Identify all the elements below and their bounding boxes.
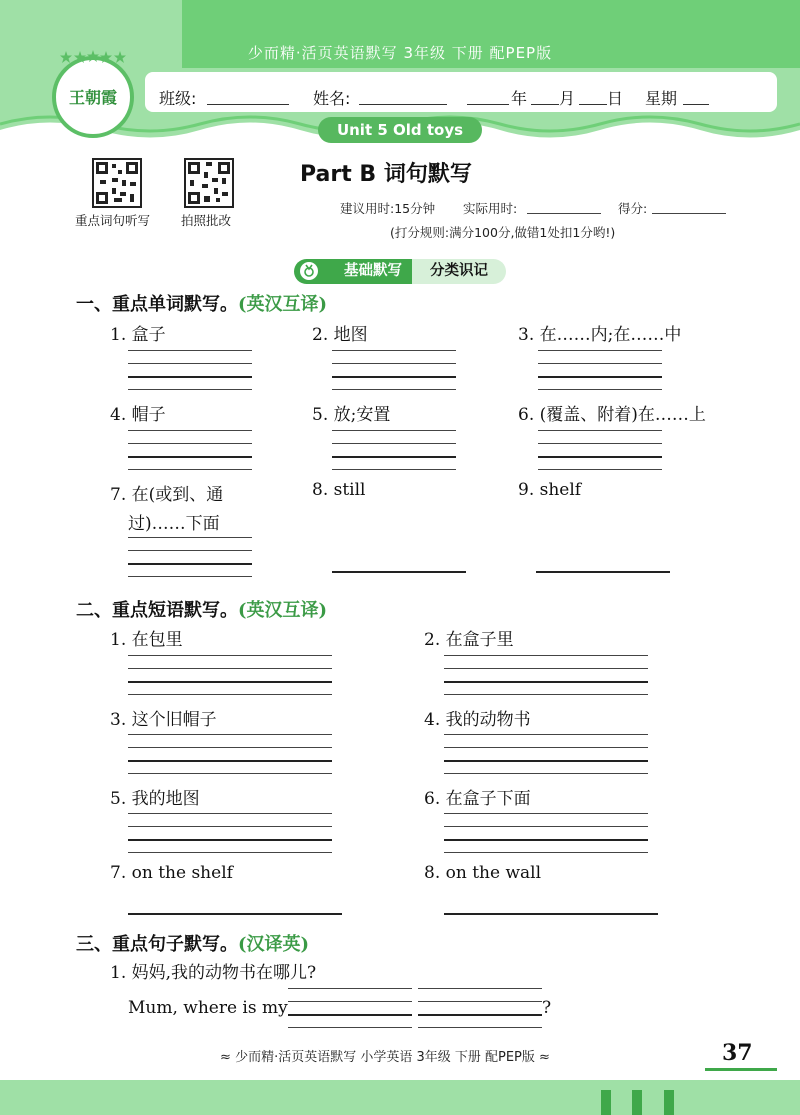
score-label: 得分: <box>618 201 648 216</box>
q1-item-8: 8. still <box>312 480 366 500</box>
logo-stars-icon <box>60 50 126 66</box>
q2-item-2: 2. 在盒子里 <box>424 630 514 650</box>
q3-number: 三、重点句子默写。 <box>76 934 238 955</box>
month-field[interactable] <box>531 86 559 105</box>
q1-item-7: 7. 在(或到、通 <box>110 485 224 505</box>
q2-item-4: 4. 我的动物书 <box>424 710 531 730</box>
q2-number: 二、重点短语默写。 <box>76 600 238 621</box>
q2-note: (英汉互译) <box>238 600 328 621</box>
section-pill-category: 分类识记 <box>412 259 506 284</box>
week-field[interactable] <box>683 86 709 105</box>
q1-item-9: 9. shelf <box>518 480 582 500</box>
q1-item-4: 4. 帽子 <box>110 405 166 425</box>
q3-answer-prefix: Mum, where is my <box>128 998 288 1018</box>
year-label: 年 <box>511 89 528 108</box>
class-label: 班级: <box>159 89 197 108</box>
suggested-time: 建议用时:15分钟 <box>340 201 436 216</box>
qr-code-dictation-icon[interactable] <box>92 158 142 208</box>
q1-item-6: 6. (覆盖、附着)在……上 <box>518 405 706 425</box>
page-title: Part B 词句默写 <box>300 162 472 187</box>
page-number: 37 <box>722 1040 753 1066</box>
q3-note: (汉译英) <box>238 934 310 955</box>
day-field[interactable] <box>579 86 607 105</box>
q1-number: 一、重点单词默写。 <box>76 294 238 315</box>
q1-item-3: 3. 在……内;在……中 <box>518 325 682 345</box>
week-label: 星期 <box>645 89 678 108</box>
q1-item-5: 5. 放;安置 <box>312 405 391 425</box>
footer-band <box>0 1080 800 1115</box>
name-label: 姓名: <box>313 89 351 108</box>
qr-label-grading: 拍照批改 <box>181 213 232 228</box>
q2-item-5: 5. 我的地图 <box>110 789 200 809</box>
logo-text: 王朝霞 <box>68 88 117 107</box>
score-field[interactable] <box>652 213 726 214</box>
actual-time-field[interactable] <box>527 213 601 214</box>
q2-item-1: 1. 在包里 <box>110 630 183 650</box>
scoring-rule: (打分规则:满分100分,做错1处扣1分哟!) <box>390 225 616 240</box>
actual-time-label: 实际用时: <box>463 201 518 216</box>
qr-label-dictation: 重点词句听写 <box>75 213 151 228</box>
series-title: 少而精·活页英语默写 3年级 下册 配PEP版 <box>247 44 553 62</box>
q3-item-1: 1. 妈妈,我的动物书在哪儿? <box>110 963 317 983</box>
page-number-underline <box>705 1068 777 1071</box>
q1-heading <box>76 290 327 316</box>
q1-item-7-cont: 过)……下面 <box>128 514 220 534</box>
q3-heading <box>76 930 309 956</box>
q1-item-2: 2. 地图 <box>312 325 368 345</box>
q3-answer-suffix: ? <box>542 998 552 1018</box>
day-label: 日 <box>607 89 624 108</box>
month-label: 月 <box>559 89 576 108</box>
q2-item-6: 6. 在盒子下面 <box>424 789 531 809</box>
unit-title: Unit 5 Old toys <box>318 117 482 143</box>
section-pill-basic: 基础默写 <box>294 259 412 284</box>
footer-text: ≈ 少而精·活页英语默写 小学英语 3年级 下册 配PEP版 ≈ <box>220 1050 550 1065</box>
q2-heading <box>76 596 327 622</box>
medal-icon <box>300 262 318 280</box>
q2-item-3: 3. 这个旧帽子 <box>110 710 217 730</box>
name-field[interactable] <box>359 86 447 105</box>
q2-item-8: 8. on the wall <box>424 863 542 883</box>
q2-item-7: 7. on the shelf <box>110 863 233 883</box>
year-field[interactable] <box>467 86 509 105</box>
student-info-bar <box>145 72 777 112</box>
class-field[interactable] <box>207 86 289 105</box>
q1-note: (英汉互译) <box>238 294 328 315</box>
qr-code-grading-icon[interactable] <box>184 158 234 208</box>
q1-item-1: 1. 盒子 <box>110 325 166 345</box>
